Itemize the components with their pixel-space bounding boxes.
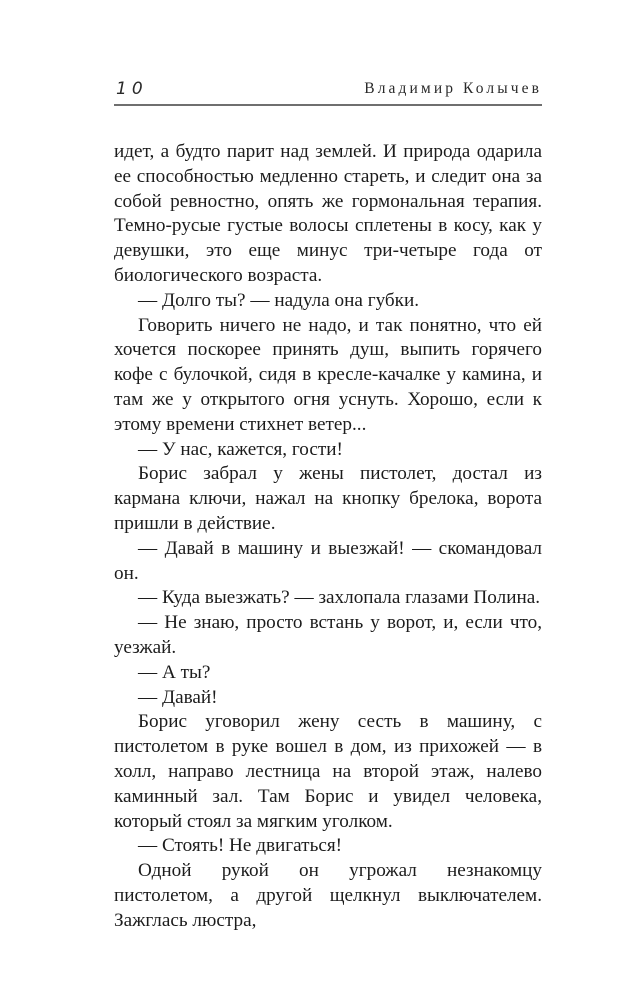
paragraph: Говорить ничего не надо, и так понятно, что ей хочется поскорее принять душ, выпить горячего кофе с булочкой, сидя в кресле-качалке у камина, и там же у открытого огня уснуть. Хорошо, если к этому времени стихнет ветер... [114, 314, 542, 435]
paragraph: Борис уговорил жену сесть в машину, с пистолетом в руке вошел в дом, из прихожей — в холл, направо лестница на второй этаж, налево каминный зал. Там Борис и увидел человека, который стоял за мягким уголком. [114, 711, 542, 832]
page-number: 10 [116, 79, 148, 99]
running-head-author: Владимир Колычев [364, 80, 542, 97]
paragraph: Борис забрал у жены пистолет, достал из кармана ключи, нажал на кнопку брелока, ворота пришли в действие. [114, 463, 542, 534]
dialog-line: — Не знаю, просто встань у ворот, и, если что, уезжай. [114, 612, 542, 658]
dialog-line: — У нас, кажется, гости! [138, 438, 343, 460]
dialog-line: — Давай в машину и выезжай! — скомандовал он. [114, 537, 542, 584]
dialog-line: — Долго ты? — надула она губки. [138, 289, 420, 311]
dialog-line: — А ты? [138, 661, 211, 683]
paragraph: идет, а будто парит над землей. И природа одарила ее способностью медленно стареть, и следит она за собой ревностно, опять же гормональная терапия. Темно-русые густые волосы сплетены в косу, как у девушки, это еще минус три-четыре года от биологического возраста. [114, 141, 542, 286]
paragraph: Одной рукой он угрожал незнакомцу пистолетом, а другой щелкнул выключателем. Зажглась люстра, [114, 860, 542, 931]
dialog-line: — Куда выезжать? — захлопала глазами Полина. [138, 587, 541, 609]
body-text [114, 140, 542, 934]
dialog-line: — Давай! [138, 686, 218, 708]
dialog-line: — Стоять! Не двигаться! [138, 835, 343, 857]
page-header [114, 78, 542, 106]
